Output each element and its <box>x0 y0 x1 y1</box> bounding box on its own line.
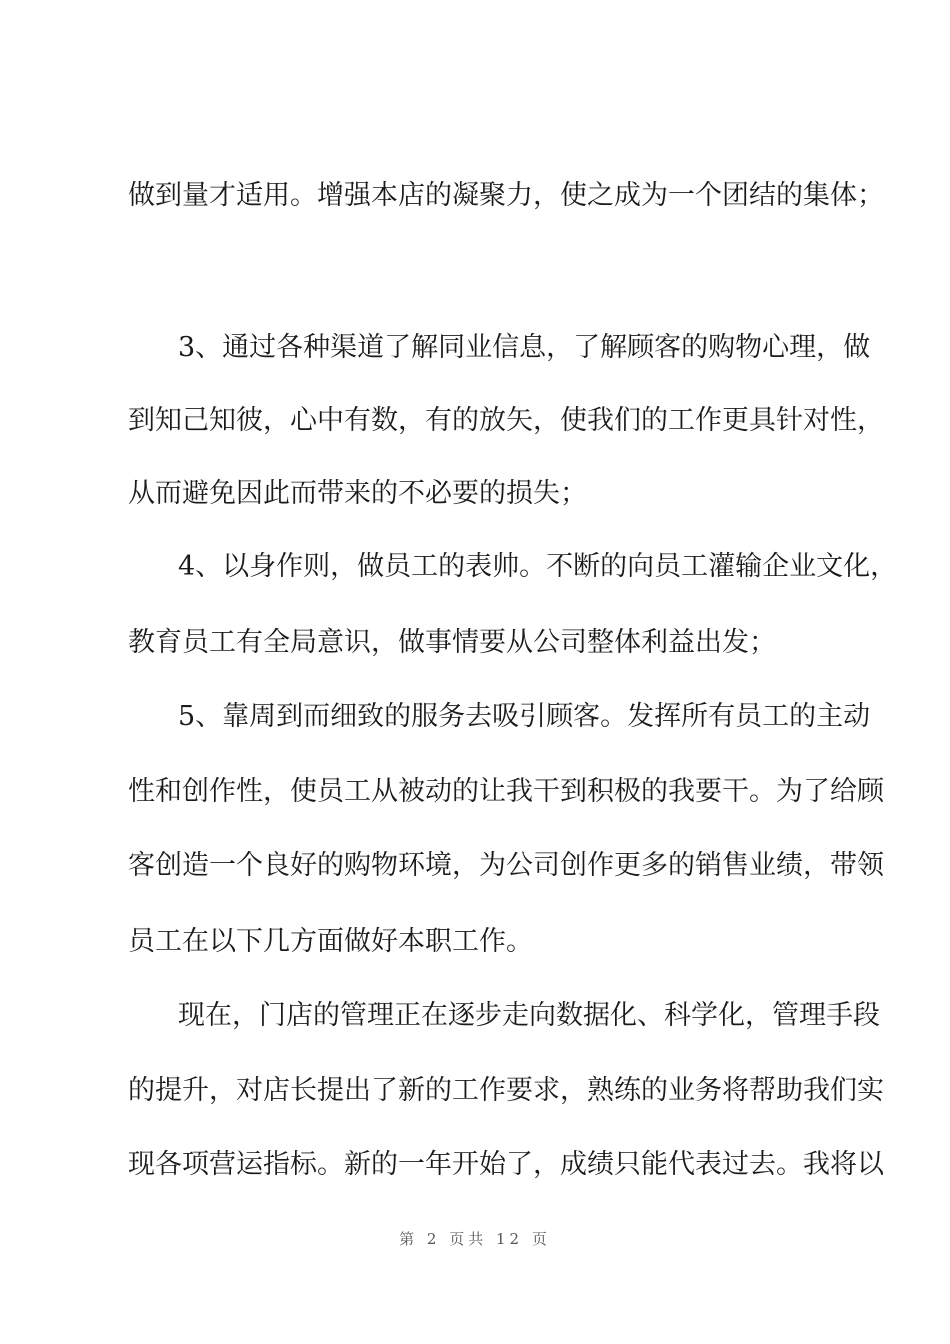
text-line-11: 现在，门店的管理正在逐步走向数据化、科学化，管理手段 <box>178 1000 880 1031</box>
text-line-10: 员工在以下几方面做好本职工作。 <box>128 926 533 957</box>
text-line-12: 的提升，对店长提出了新的工作要求，熟练的业务将帮助我们实 <box>128 1075 884 1106</box>
text-line-2: 3、通过各种渠道了解同业信息，了解顾客的购物心理，做 <box>178 332 871 363</box>
text-line-8: 性和创作性，使员工从被动的让我干到积极的我要干。为了给顾 <box>128 776 884 807</box>
text-line-13: 现各项营运指标。新的一年开始了，成绩只能代表过去。我将以 <box>128 1149 884 1180</box>
text-line-6: 教育员工有全局意识，做事情要从公司整体利益出发； <box>128 627 776 658</box>
page-number-footer: 第 2 页共 12 页 <box>399 1230 551 1248</box>
text-line-4: 从而避免因此而带来的不必要的损失； <box>128 478 587 509</box>
text-line-9: 客创造一个良好的购物环境，为公司创作更多的销售业绩，带领 <box>128 850 884 881</box>
text-line-5: 4、以身作则，做员工的表帅。不断的向员工灌输企业文化， <box>178 551 898 582</box>
text-line-7: 5、靠周到而细致的服务去吸引顾客。发挥所有员工的主动 <box>178 701 871 732</box>
text-line-3: 到知己知彼，心中有数，有的放矢，使我们的工作更具针对性， <box>128 405 884 436</box>
text-line-1: 做到量才适用。增强本店的凝聚力，使之成为一个团结的集体； <box>128 180 884 211</box>
